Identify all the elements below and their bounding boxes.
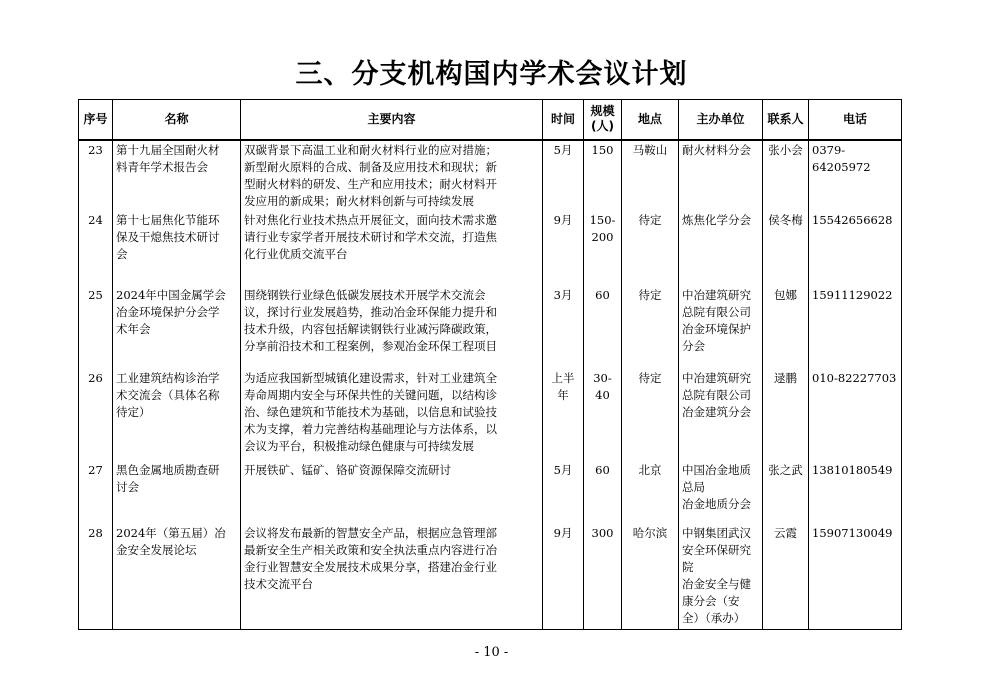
row-time: 3月 [543,286,584,369]
header-content: 主要内容 [241,100,543,140]
table-row [79,140,902,211]
row-no: 24 [79,211,113,286]
row-time: 上半 年 [543,369,584,461]
table-row [79,524,902,630]
table-row [79,211,902,286]
row-name: 2024年中国金属学会 冶金环境保护分会学 术年会 [113,286,241,369]
row-place: 哈尔滨 [622,524,679,630]
header-contact: 联系人 [763,100,809,140]
row-scale: 150 [584,140,622,211]
row-name: 第十七届焦化节能环 保及干熄焦技术研讨 会 [113,211,241,286]
row-no: 27 [79,461,113,524]
row-phone: 15542656628 [809,211,902,286]
row-organizer: 中钢集团武汉 安全环保研究 院 冶金安全与健 康分会（安 全）（承办） [679,524,763,630]
row-scale: 150- 200 [584,211,622,286]
row-name: 工业建筑结构诊治学 术交流会（具体名称 待定） [113,369,241,461]
row-contact: 张之武 [763,461,809,524]
page-number: - 10 - [474,645,509,660]
header-scale: 规模 (人) [584,100,622,140]
header-phone: 电话 [809,100,902,140]
conference-plan-table [78,99,902,630]
row-organizer: 炼焦化学分会 [679,211,763,286]
row-time: 9月 [543,524,584,630]
header-place: 地点 [622,100,679,140]
header-organizer: 主办单位 [679,100,763,140]
header-time: 时间 [543,100,584,140]
row-contact: 张小会 [763,140,809,211]
row-no: 23 [79,140,113,211]
row-name: 黑色金属地质勘查研 讨会 [113,461,241,524]
row-scale: 60 [584,286,622,369]
row-organizer: 中国冶金地质 总局 冶金地质分会 [679,461,763,524]
row-place: 待定 [622,211,679,286]
table-header-row [79,100,902,140]
table-row [79,369,902,461]
table-row [79,286,902,369]
row-contact: 包娜 [763,286,809,369]
row-content: 会议将发布最新的智慧安全产品，根据应急管理部 最新安全生产相关政策和安全执法重点内容进行冶 金行业智慧安全发展技术成果分享，搭建冶金行业 技术交流平台 [241,524,543,630]
row-time: 5月 [543,461,584,524]
header-name: 名称 [113,100,241,140]
row-name: 2024年（第五届）冶 金安全发展论坛 [113,524,241,630]
row-contact: 逯鹏 [763,369,809,461]
row-content: 双碳背景下高温工业和耐火材料行业的应对措施； 新型耐火原料的合成、制备及应用技术和现状；新 型耐火材料的研发、生产和应用技术；耐火材料开 发应用的新成果；耐火材料创新与可持续发展 [241,140,543,211]
row-place: 待定 [622,369,679,461]
row-time: 5月 [543,140,584,211]
row-scale: 30-40 [584,369,622,461]
row-contact: 侯冬梅 [763,211,809,286]
row-content: 为适应我国新型城镇化建设需求，针对工业建筑全 寿命周期内安全与环保共性的关键问题，以结构诊 治、绿色建筑和节能技术为基础，以信息和试验技 术为支撑，着力完善结构基础理论与方法体系，以 会议为平台，积极推动绿色健康与可持续发展 [241,369,543,461]
row-phone: 15911129022 [809,286,902,369]
row-organizer: 中冶建筑研究 总院有限公司 冶金环境保护 分会 [679,286,763,369]
row-phone: 010-82227703 [809,369,902,461]
row-organizer: 耐火材料分会 [679,140,763,211]
row-contact: 云霞 [763,524,809,630]
row-phone: 15907130049 [809,524,902,630]
row-content: 开展铁矿、锰矿、铬矿资源保障交流研讨 [241,461,543,524]
table-row [79,461,902,524]
row-place: 北京 [622,461,679,524]
row-no: 25 [79,286,113,369]
page-title: 三、分支机构国内学术会议计划 [295,59,688,90]
row-place: 马鞍山 [622,140,679,211]
row-organizer: 中冶建筑研究 总院有限公司 冶金建筑分会 [679,369,763,461]
header-no: 序号 [79,100,113,140]
row-no: 28 [79,524,113,630]
row-phone: 13810180549 [809,461,902,524]
row-no: 26 [79,369,113,461]
row-phone: 0379-64205972 [809,140,902,211]
row-time: 9月 [543,211,584,286]
row-content: 围绕钢铁行业绿色低碳发展技术开展学术交流会 议，探讨行业发展趋势，推动冶金环保能力提升和 技术升级，内容包括解读钢铁行业减污降碳政策， 分享前沿技术和工程案例，参观冶金环保工程项目 [241,286,543,369]
row-name: 第十九届全国耐火材 料青年学术报告会 [113,140,241,211]
row-place: 待定 [622,286,679,369]
row-scale: 60 [584,461,622,524]
row-scale: 300 [584,524,622,630]
row-content: 针对焦化行业技术热点开展征文，面向技术需求邀 请行业专家学者开展技术研讨和学术交流，打造焦 化行业优质交流平台 [241,211,543,286]
